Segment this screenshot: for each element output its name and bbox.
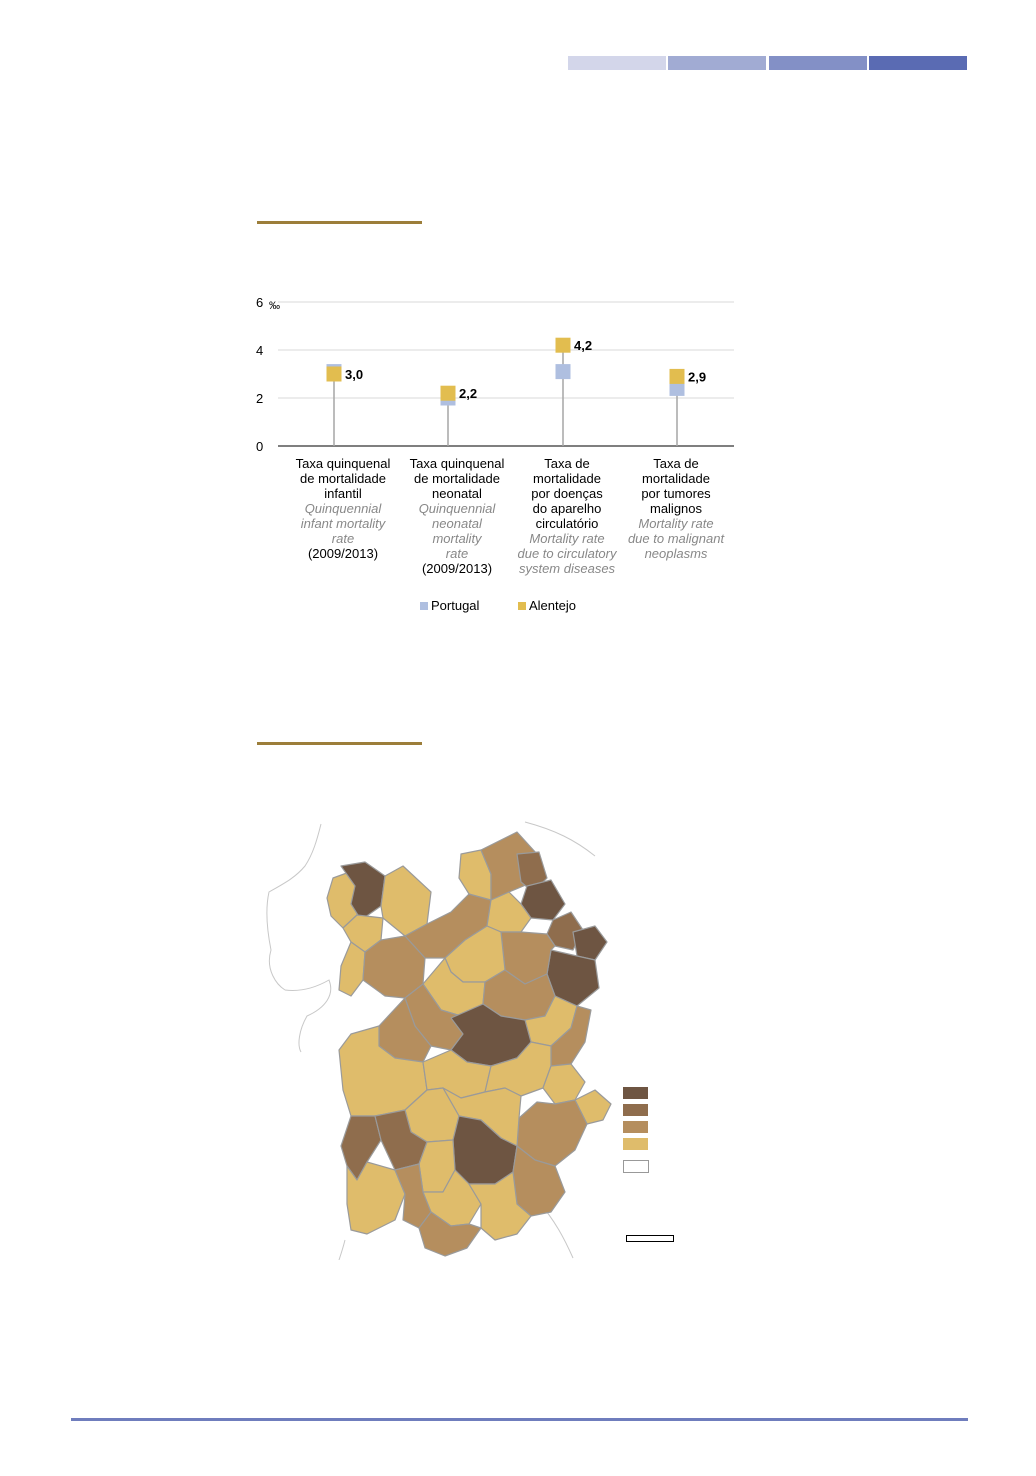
map-scale-bar	[626, 1235, 674, 1242]
map-legend-swatch-1	[623, 1087, 648, 1099]
category-label-0	[283, 456, 403, 561]
category-1-en-line: neonatal	[432, 516, 482, 531]
category-3-en-line: due to malignant	[627, 531, 725, 546]
alentejo-marker	[327, 367, 342, 382]
category-3-pt-line: por tumores	[641, 486, 711, 501]
alentejo-data-label: 2,9	[688, 369, 707, 385]
legend-portugal	[420, 598, 479, 613]
category-label-3	[616, 456, 736, 561]
category-3-pt-line: Taxa de	[653, 456, 699, 471]
map-outline-estuary	[285, 980, 331, 1052]
category-0-pt-line: Taxa quinquenal	[295, 456, 391, 471]
category-label-2	[507, 456, 627, 576]
footer-rule	[71, 1418, 968, 1421]
legend-alentejo	[518, 598, 576, 613]
map-legend-swatch-3	[623, 1121, 648, 1133]
dot-chart	[240, 285, 750, 460]
portugal-marker	[556, 364, 571, 379]
category-1-en-line: rate	[445, 546, 469, 561]
category-3-pt-line: mortalidade	[642, 471, 710, 486]
category-1-pt-line: de mortalidade	[414, 471, 500, 486]
header-strip-segment-3	[769, 56, 867, 70]
category-2-pt-line: Taxa de	[544, 456, 590, 471]
y-unit-label: ‰	[269, 300, 280, 312]
legend-label-alentejo: Alentejo	[529, 598, 576, 613]
header-strip-segment-4	[869, 56, 967, 70]
category-0-en-line: Quinquennial	[304, 501, 382, 516]
category-0-en-line: infant mortality	[300, 516, 386, 531]
alentejo-data-label: 3,0	[345, 367, 364, 382]
category-2-pt-line: mortalidade	[533, 471, 601, 486]
map-outline-coast-south	[339, 1240, 345, 1260]
category-3-en-line: Mortality rate	[638, 516, 714, 531]
alentejo-data-label: 2,2	[459, 386, 478, 402]
category-2-en-line: Mortality rate	[529, 531, 605, 546]
y-tick-label: 4	[256, 343, 264, 358]
category-2-pt-line: do aparelho	[532, 501, 602, 516]
category-0-en-line: rate	[331, 531, 355, 546]
alentejo-marker	[556, 338, 571, 353]
alentejo-map	[255, 820, 615, 1260]
legend-swatch-portugal	[420, 602, 428, 610]
category-3-pt-line: malignos	[649, 501, 703, 516]
map-outline-coast-north	[267, 824, 321, 990]
section-rule-middle	[257, 742, 422, 745]
category-2-pt-line: circulatório	[535, 516, 599, 531]
header-strip-segment-1	[568, 56, 666, 70]
map-outline-spain-north	[525, 822, 595, 856]
alentejo-marker	[670, 369, 685, 384]
y-tick-label: 6	[256, 295, 264, 310]
y-tick-label: 0	[256, 439, 264, 454]
section-rule-top	[257, 221, 422, 224]
map-legend-swatch-5	[623, 1160, 649, 1173]
category-3-en-line: neoplasms	[644, 546, 708, 561]
region-east-dark-2	[573, 926, 607, 960]
map-legend-swatch-4	[623, 1138, 648, 1150]
legend-swatch-alentejo	[518, 602, 526, 610]
alentejo-marker	[441, 386, 456, 401]
category-2-en-line: system diseases	[518, 561, 616, 576]
category-0-pt-line: infantil	[324, 486, 362, 501]
category-1-en-line: Quinquennial	[418, 501, 496, 516]
map-legend-swatch-2	[623, 1104, 648, 1116]
header-strip-segment-2	[668, 56, 766, 70]
category-0-pt-line: de mortalidade	[300, 471, 386, 486]
category-1-pt-line: neonatal	[432, 486, 482, 501]
category-2-en-line: due to circulatory	[517, 546, 617, 561]
category-label-1	[397, 456, 517, 576]
y-tick-label: 2	[256, 391, 264, 406]
category-1-period: (2009/2013)	[421, 561, 493, 576]
category-0-period: (2009/2013)	[307, 546, 379, 561]
category-1-en-line: mortality	[432, 531, 482, 546]
region-west-light-2	[339, 942, 365, 996]
category-1-pt-line: Taxa quinquenal	[409, 456, 505, 471]
alentejo-data-label: 4,2	[574, 338, 593, 354]
legend-label-portugal: Portugal	[431, 598, 480, 613]
category-2-pt-line: por doenças	[531, 486, 603, 501]
